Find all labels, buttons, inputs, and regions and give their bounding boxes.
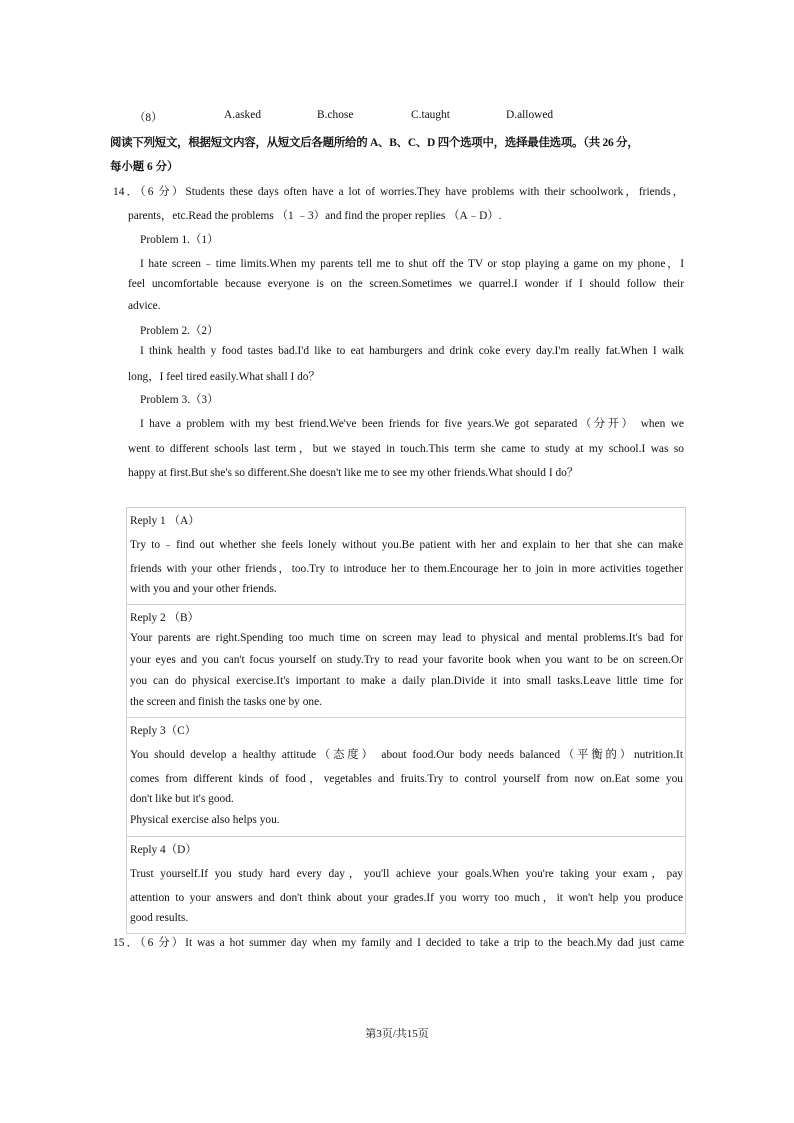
replies-table bbox=[126, 507, 686, 934]
reply-text-line: Trust yourself.If you study hard every day，you'll achieve your goals.When you're taking your exam，pay bbox=[130, 868, 683, 880]
reply-row bbox=[127, 605, 686, 718]
section-instruction-line1: 阅读下列短文，根据短文内容，从短文后各题所给的 A、B、C、D 四个选项中，选择最佳选项。（共 26 分， bbox=[110, 137, 639, 149]
problem-title: Problem 3.（3） bbox=[140, 394, 219, 406]
reply-text-line: friends with your other friends，too.Try to introduce her to them.Encourage her to join in more activities together bbox=[130, 563, 683, 575]
problem-text-line: feel uncomfortable because everyone is on the screen.Sometimes we quarrel.I wonder if I should follow their bbox=[128, 278, 684, 290]
option-a: A.asked bbox=[224, 109, 262, 121]
q15-line: 15．（6 分）It was a hot summer day when my family and I decided to take a trip to the beach.My dad just came bbox=[113, 937, 684, 949]
reply-text-line: with you and your other friends. bbox=[130, 583, 277, 595]
page-number: 第3页/共15页 bbox=[365, 1028, 429, 1040]
reply-row bbox=[127, 837, 686, 934]
reply-text-line: Your parents are right.Spending too much time on screen may lead to physical and mental problems.It's bad for bbox=[130, 632, 683, 644]
q14-intro-line1: 14．（6 分）Students these days often have a lot of worries.They have problems with their schoolwork，friends， bbox=[113, 186, 684, 198]
problem-text-line: happy at first.But she's so different.She doesn't like me to see my other friends.What should I do？ bbox=[128, 467, 579, 479]
problem-title: Problem 2.（2） bbox=[140, 325, 219, 337]
problem-text-line: advice. bbox=[128, 300, 161, 312]
reply-text-line: attention to your answers and don't think about your grades.If you worry too much，it won't help you produce bbox=[130, 892, 683, 904]
problem-title: Problem 1.（1） bbox=[140, 234, 219, 246]
option-b: B.chose bbox=[317, 109, 354, 121]
problem-text-line: I have a problem with my best friend.We've been friends for five years.We got separated（分开） when we bbox=[140, 418, 684, 430]
reply-text-line: you can do physical exercise.It's important to make a daily plan.Divide it into small tasks.Leave little time for bbox=[130, 675, 683, 687]
reply-text-line: the screen and finish the tasks one by one. bbox=[130, 696, 323, 708]
option-c: C.taught bbox=[411, 109, 450, 121]
reply-title: Reply 2 （B） bbox=[130, 612, 199, 624]
question-number: （8） bbox=[134, 112, 163, 124]
reply-row bbox=[127, 508, 686, 605]
reply-title: Reply 1 （A） bbox=[130, 515, 200, 527]
q14-intro-line2: parents，etc.Read the problems （1 ﹣3）and find the proper replies （A﹣D）. bbox=[128, 210, 502, 222]
reply-text-line: Physical exercise also helps you. bbox=[130, 814, 280, 826]
reply-row bbox=[127, 718, 686, 837]
reply-text-line: your eyes and you can't focus yourself on study.Try to read your favorite book when you want to be on screen.Or bbox=[130, 654, 683, 666]
reply-text-line: comes from different kinds of food，vegetables and fruits.Try to control yourself from now on.Eat some you bbox=[130, 773, 683, 785]
option-d: D.allowed bbox=[506, 109, 554, 121]
reply-title: Reply 3（C） bbox=[130, 725, 197, 737]
reply-text-line: don't like but it's good. bbox=[130, 793, 234, 805]
problem-text-line: long，I feel tired easily.What shall I do？ bbox=[128, 371, 320, 383]
reply-title: Reply 4（D） bbox=[130, 844, 197, 856]
reply-text-line: good results. bbox=[130, 912, 189, 924]
section-instruction-line2: 每小题 6 分） bbox=[110, 161, 179, 173]
reply-text-line: You should develop a healthy attitude（态度） about food.Our body needs balanced（平衡的）nutrition.It bbox=[130, 749, 683, 761]
problem-text-line: I think health y food tastes bad.I'd like to eat hamburgers and drink coke every day.I'm really fat.When I walk bbox=[140, 345, 684, 357]
problem-text-line: went to different schools last term，but we stayed in touch.This term she came to study at my school.I was so bbox=[128, 443, 684, 455]
reply-text-line: Try to﹣find out whether she feels lonely without you.Be patient with her and explain to her that she can make bbox=[130, 539, 683, 551]
problem-text-line: I hate screen﹣time limits.When my parents tell me to shut off the TV or stop playing a game on my phone，I bbox=[140, 258, 684, 270]
